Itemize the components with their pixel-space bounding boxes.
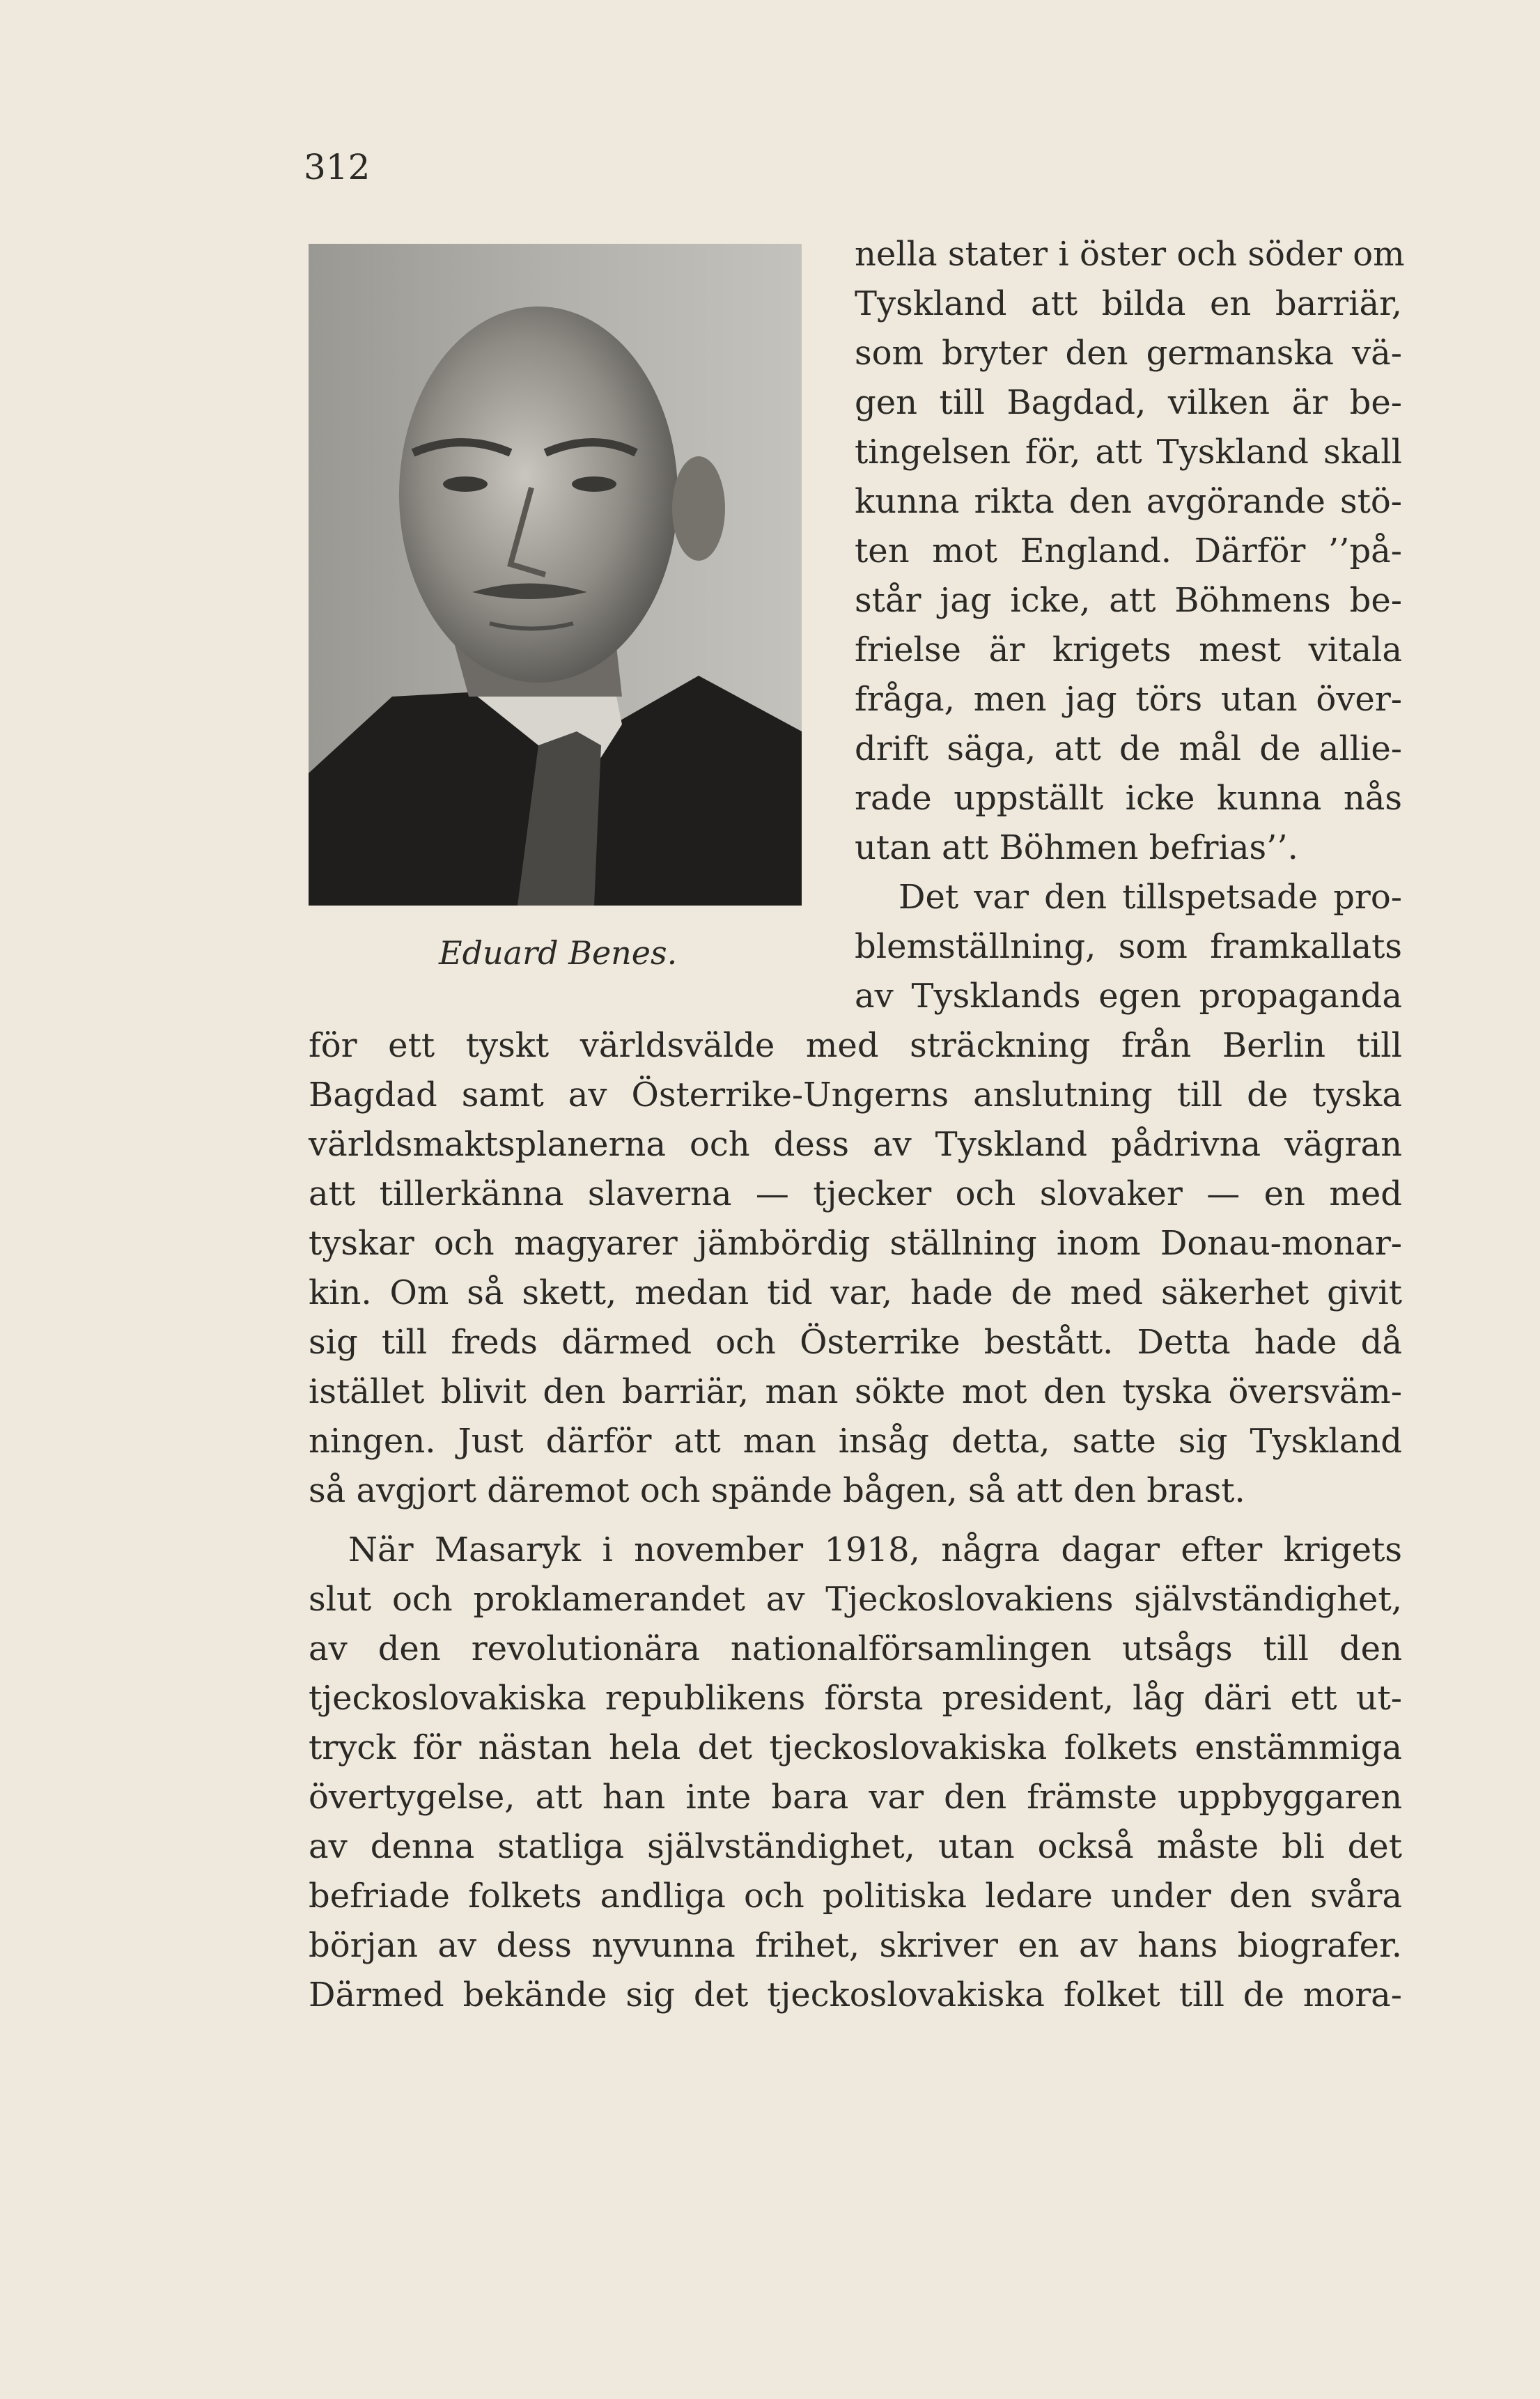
text-line: Bagdad samt av Österrike-Ungerns anslutning till de tyska [309,1076,1402,1115]
text-line: utan att Böhmen befrias’’. [855,828,1298,867]
text-line: tryck för nästan hela det tjeckoslovakiska folkets enstämmiga [309,1728,1402,1767]
text-line: att tillerkänna slaverna — tjecker och slovaker — en med [309,1174,1402,1213]
text-line: början av dess nyvunna frihet, skriver en av hans biografer. [309,1926,1402,1965]
text-line: av den revolutionära nationalförsamlingen utsågs till den [309,1629,1402,1668]
text-line: tyskar och magyarer jämbördig ställning inom Donau-monar- [309,1224,1402,1263]
text-line: frielse är krigets mest vitala [855,630,1402,669]
text-line: så avgjort däremot och spände bågen, så att den brast. [309,1471,1245,1510]
text-line: slut och proklamerandet av Tjeckoslovakiens självständighet, [309,1580,1402,1619]
text-line: tjeckoslovakiska republikens första president, låg däri ett ut- [309,1679,1402,1718]
paragraph-start-line: Det var den tillspetsade pro- [899,878,1402,917]
text-line: kunna rikta den avgörande stö- [855,482,1402,521]
text-line: för ett tyskt världsvälde med sträckning från Berlin till [309,1026,1402,1065]
text-line: som bryter den germanska vä- [855,334,1402,373]
text-line: av denna statliga självständighet, utan också måste bli det [309,1827,1402,1866]
text-line: befriade folkets andliga och politiska ledare under den svåra [309,1877,1402,1916]
portrait-photo [309,244,802,906]
text-line: övertygelse, att han inte bara var den främste uppbyggaren [309,1778,1402,1817]
page-number: 312 [304,147,371,187]
text-line: sig till freds därmed och Österrike bestått. Detta hade då [309,1323,1402,1362]
text-line: världsmaktsplanerna och dess av Tyskland pådrivna vägran [309,1125,1402,1164]
text-line: gen till Bagdad, vilken är be- [855,383,1402,422]
text-line: står jag icke, att Böhmens be- [855,581,1402,620]
text-line: ningen. Just därför att man insåg detta, satte sig Tyskland [309,1422,1402,1461]
text-line: Därmed bekände sig det tjeckoslovakiska folket till de mora- [309,1975,1402,2014]
text-line: Tyskland att bilda en barriär, [855,284,1402,323]
text-line: fråga, men jag törs utan över- [855,680,1402,719]
portrait-icon [309,244,802,906]
text-line: ten mot England. Därför ’’på- [855,531,1402,570]
text-line: rade uppställt icke kunna nås [855,779,1402,818]
text-line: nella stater i öster och söder om [855,235,1405,274]
text-line: kin. Om så skett, medan tid var, hade de med säkerhet givit [309,1273,1402,1312]
text-line: tingelsen för, att Tyskland skall [855,433,1402,472]
text-line: blemställning, som framkallats [855,927,1402,966]
figure-caption: Eduard Benes. [439,934,678,972]
text-line: istället blivit den barriär, man sökte mot den tyska översväm- [309,1372,1402,1411]
paragraph-start-line: När Masaryk i november 1918, några dagar efter krigets [348,1530,1402,1569]
text-line: drift säga, att de mål de allie- [855,729,1402,768]
text-line: av Tysklands egen propaganda [855,977,1402,1016]
